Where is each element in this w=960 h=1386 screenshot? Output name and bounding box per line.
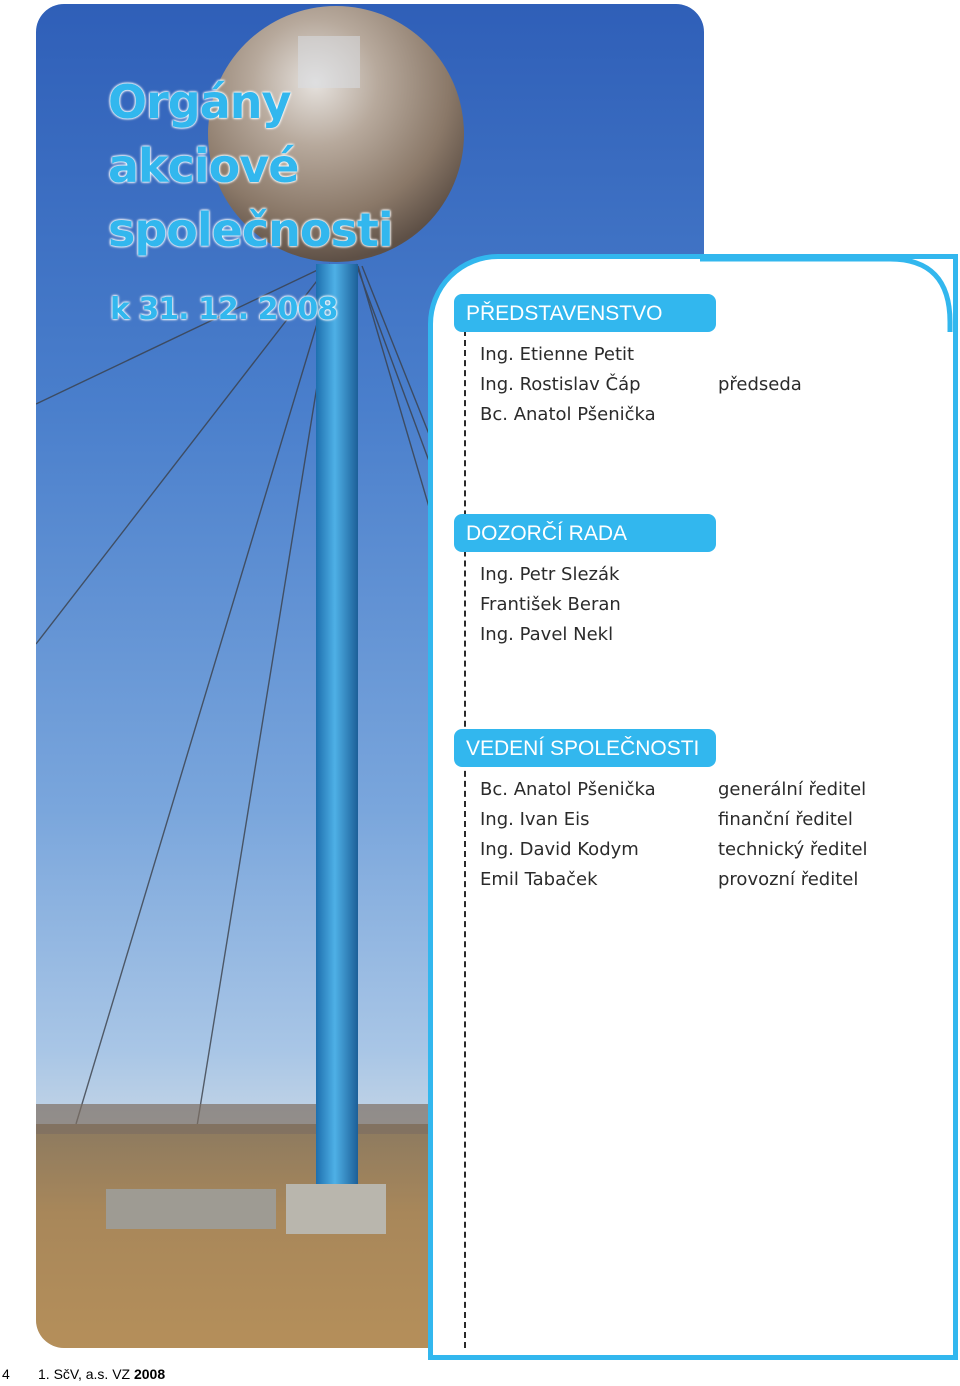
member-role: generální ředitel: [718, 779, 867, 800]
member-role: finanční ředitel: [718, 809, 853, 830]
member-name: Ing. Etienne Petit: [480, 344, 635, 365]
footer-year: 2008: [133, 1366, 166, 1382]
page-title: [108, 70, 393, 262]
title-line: společnosti: [108, 203, 393, 257]
member-name: Ing. Petr Slezák: [480, 564, 620, 585]
date-label: k 31. 12. 2008: [110, 292, 338, 327]
member-name: Ing. Ivan Eis: [480, 809, 590, 830]
title-line: akciové: [108, 139, 299, 193]
footer-company: 1. SčV, a.s. VZ: [38, 1366, 131, 1382]
title-line: Orgány: [108, 75, 291, 129]
member-name: Ing. David Kodym: [480, 839, 639, 860]
member-name: Ing. Pavel Nekl: [480, 624, 614, 645]
footer-text: [38, 1366, 165, 1382]
panel-corner-decoration: [700, 242, 958, 332]
section-heading-predstavenstvo: PŘEDSTAVENSTVO: [454, 294, 716, 332]
section-heading-vedeni: VEDENÍ SPOLEČNOSTI: [454, 729, 716, 767]
dashed-divider: [464, 320, 466, 1348]
member-name: Emil Tabaček: [480, 869, 598, 890]
page-number: 4: [2, 1366, 10, 1382]
member-name: František Beran: [480, 594, 621, 615]
member-name: Bc. Anatol Pšenička: [480, 779, 656, 800]
member-name: Ing. Rostislav Čáp: [480, 374, 641, 395]
section-heading-dozorci-rada: DOZORČÍ RADA: [454, 514, 716, 552]
member-role: technický ředitel: [718, 839, 868, 860]
member-role: provozní ředitel: [718, 869, 859, 890]
member-name: Bc. Anatol Pšenička: [480, 404, 656, 425]
member-role: předseda: [718, 374, 802, 395]
